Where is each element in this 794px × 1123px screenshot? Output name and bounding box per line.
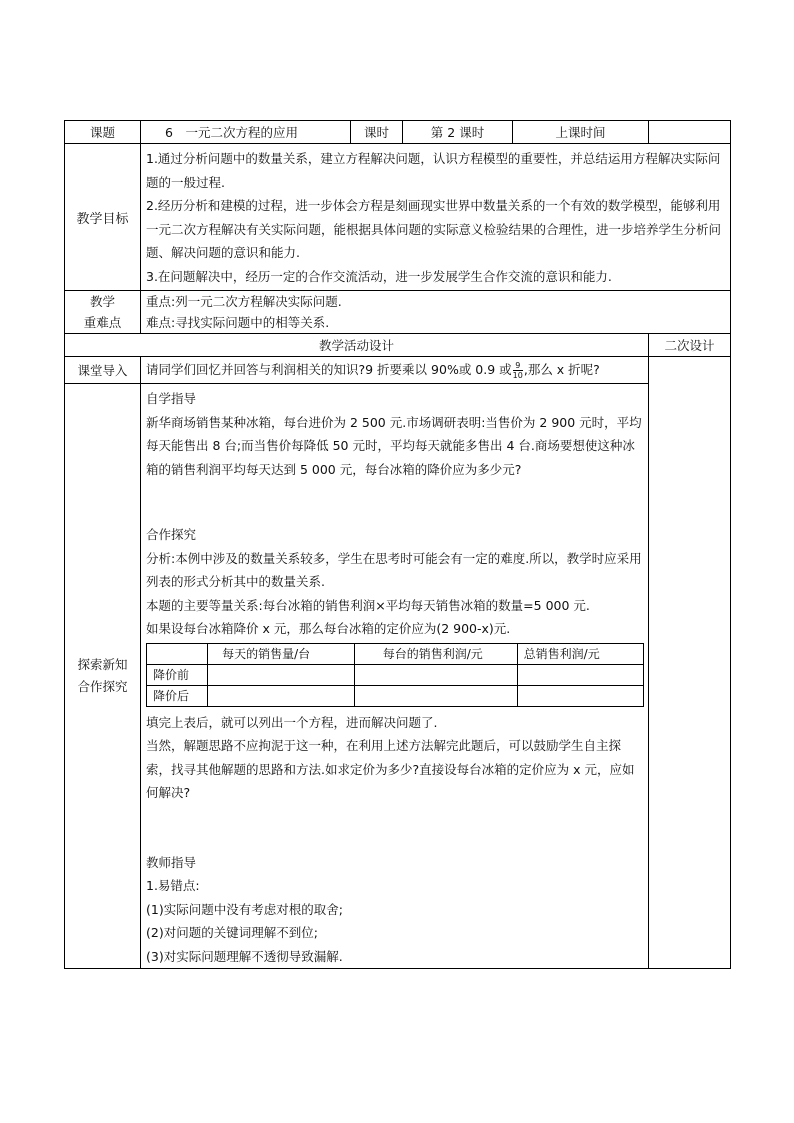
analysis-row-label: 降价后	[147, 685, 208, 706]
explore-row	[65, 384, 731, 969]
key-points-row	[65, 291, 731, 334]
mistake-item: (3)对实际问题理解不透彻导致漏解.	[146, 948, 343, 964]
activity-header-row	[65, 334, 731, 357]
analysis-cell[interactable]	[354, 664, 517, 685]
mistakes-title: 1.易错点:	[146, 878, 200, 893]
explore-label-line2: 合作探究	[77, 679, 128, 694]
activity-design-label: 教学活动设计	[65, 334, 649, 357]
lesson-plan-table	[64, 120, 731, 969]
period-label: 课时	[351, 121, 403, 144]
analysis-col-unit-profit: 每台的销售利润/元	[354, 643, 517, 664]
class-time-label: 上课时间	[513, 121, 649, 144]
goal-item-3: 3.在问题解决中，经历一定的合作交流活动，进一步发展学生合作交流的意识和能力.	[146, 268, 612, 284]
class-time-value	[649, 121, 731, 144]
key-points-label	[65, 291, 141, 334]
analysis-cell[interactable]	[517, 685, 643, 706]
header-row	[65, 121, 731, 144]
coop-title: 合作探究	[146, 527, 197, 542]
analysis-col-sales-volume: 每天的销售量/台	[208, 643, 355, 664]
analysis-table	[146, 643, 644, 707]
mistake-item: (1)实际问题中没有考虑对根的取舍;	[146, 901, 343, 917]
analysis-row-before	[147, 664, 644, 685]
key-points-content	[141, 291, 731, 334]
analysis-cell[interactable]	[208, 664, 355, 685]
teacher-guide-title: 教师指导	[146, 854, 197, 870]
explore-label-line1: 探索新知	[77, 657, 128, 672]
key-points-label-line2: 重难点	[83, 315, 122, 330]
main-relation-text: 本题的主要等量关系:每台冰箱的销售利润×平均每天销售冰箱的数量=5 000 元.	[146, 597, 590, 613]
intro-row	[65, 357, 731, 384]
period-value: 第 2 课时	[403, 121, 513, 144]
difficulty-text: 难点:寻找实际问题中的相等关系.	[146, 315, 330, 330]
intro-text-before: 请同学们回忆并回答与利润相关的知识?9 折要乘以 90%或 0.9 或	[146, 362, 512, 377]
analysis-col-total-profit: 总销售利润/元	[517, 643, 643, 664]
after-table-text: 填完上表后，就可以列出一个方程，进而解决问题了.	[146, 714, 438, 730]
analysis-cell[interactable]	[517, 664, 643, 685]
intro-content	[141, 357, 649, 384]
problem-text: 新华商场销售某种冰箱，每台进价为 2 500 元.市场调研表明:当售价为 2 900 元时，平均每天能售出 8 台;而当售价每降低 50 元时，平均每天就能多售出 4 台.商场要想使这种冰箱的销售利润平均每天达到 5 000 元，每台冰箱的降价应为多少元?	[146, 414, 642, 477]
second-design-cell	[649, 357, 731, 969]
topic-value: 6 一元二次方程的应用	[141, 121, 351, 144]
analysis-cell[interactable]	[354, 685, 517, 706]
topic-label: 课题	[65, 121, 141, 144]
intro-fraction	[513, 361, 523, 380]
focus-text: 重点:列一元二次方程解决实际问题.	[146, 294, 342, 309]
goal-item-1: 1.通过分析问题中的数量关系，建立方程解决问题，认识方程模型的重要性，并总结运用方程解决实际问题的一般过程.	[146, 151, 721, 190]
spacer	[146, 805, 643, 851]
intro-text-after: ,那么 x 折呢?	[523, 362, 600, 377]
analysis-table-corner	[147, 643, 208, 664]
analysis-row-after	[147, 685, 644, 706]
assume-text: 如果设每台冰箱降价 x 元，那么每台冰箱的定价应为(2 900-x)元.	[146, 621, 511, 636]
explore-content	[141, 384, 649, 969]
goals-row	[65, 144, 731, 291]
mistake-item: (2)对问题的关键词理解不到位;	[146, 925, 318, 940]
fraction-denominator: 10	[512, 371, 523, 380]
key-points-label-line1: 教学	[89, 294, 115, 309]
goals-content	[141, 144, 731, 291]
self-study-title: 自学指导	[146, 391, 197, 406]
second-design-label: 二次设计	[649, 334, 731, 357]
other-methods-text: 当然，解题思路不应拘泥于这一种，在利用上述方法解完此题后，可以鼓励学生自主探索，找寻其他解题的思路和方法.如求定价为多少?直接设每台冰箱的定价应为 x 元，应如何解决?	[146, 738, 635, 800]
analysis-table-header	[147, 643, 644, 664]
analysis-row-label: 降价前	[147, 664, 208, 685]
explore-label	[65, 384, 141, 969]
fraction-numerator: 9	[515, 361, 521, 370]
goals-label: 教学目标	[65, 144, 141, 291]
goal-item-2: 2.经历分析和建模的过程，进一步体会方程是刻画现实世界中数量关系的一个有效的数学模型，能够利用一元二次方程解决有关实际问题，能根据具体问题的实际意义检验结果的合理性，进一步培养学生分析问题、解决问题的意识和能力.	[146, 198, 722, 260]
analysis-text: 分析:本例中涉及的数量关系较多，学生在思考时可能会有一定的难度.所以，教学时应采用列表的形式分析其中的数量关系.	[146, 550, 642, 589]
analysis-cell[interactable]	[208, 685, 355, 706]
intro-label: 课堂导入	[65, 357, 141, 384]
spacer	[146, 481, 643, 523]
